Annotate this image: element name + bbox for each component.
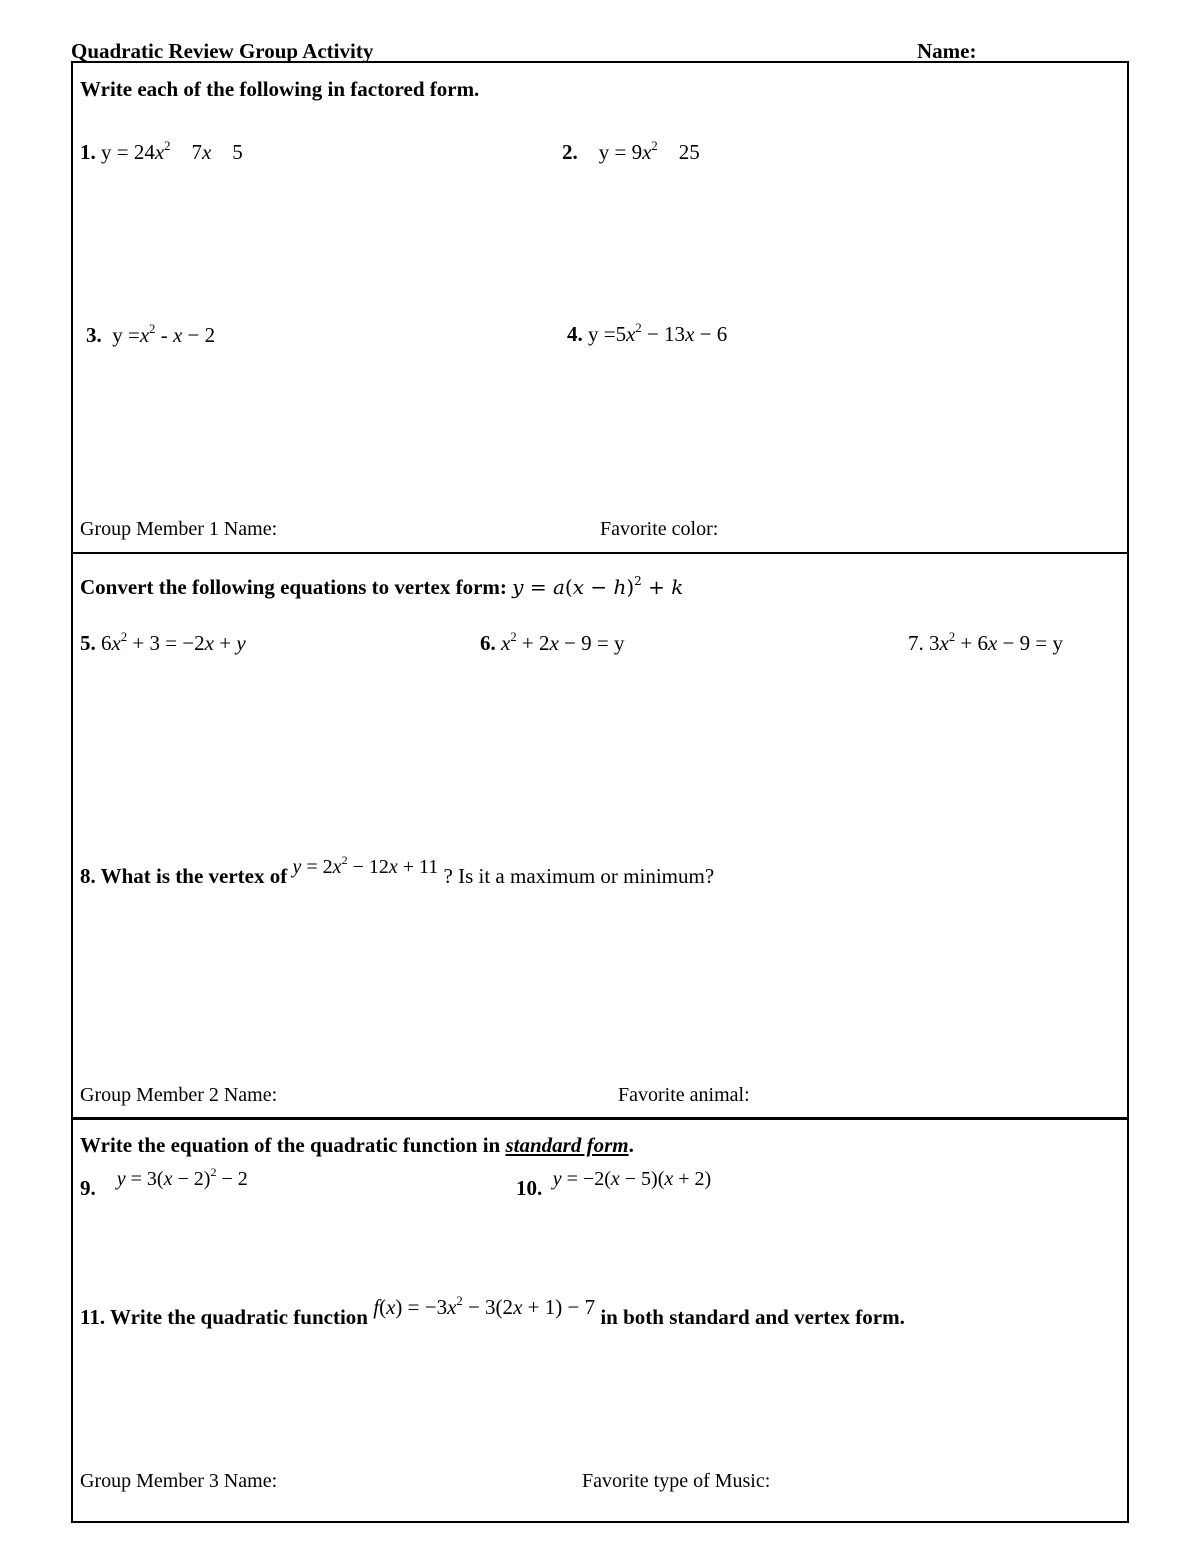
problem-equation: $9x^2$ 25 (631, 138, 700, 164)
problem-equation: $24x^2$ 7x 5 (133, 138, 243, 164)
problem-number: 5. (80, 631, 96, 655)
problem-lhs: y = (101, 140, 129, 164)
problem-equation: $5x^2 - 13x - 6$ (615, 320, 728, 346)
problem-question: ? Is it a maximum or minimum? (443, 864, 715, 888)
vertex-form-formula: $y = a(x - h)^2 + k$ (512, 574, 684, 599)
problem-6 (480, 631, 624, 656)
section2-instruction (80, 575, 683, 600)
problem-1 (80, 140, 243, 165)
problem-number: 6. (480, 631, 496, 655)
worksheet-title: Quadratic Review Group Activity (71, 39, 374, 63)
group-member-2-label: Group Member 2 Name: (80, 1084, 278, 1106)
problem-equation: $y = 3(x - 2)^2 - 2$ (116, 1165, 248, 1190)
problem-equation: $f(x) = -3x^2 - 3(2x + 1) - 7$ (373, 1293, 596, 1319)
problem-10 (516, 1166, 712, 1200)
problem-lhs: y = (112, 323, 140, 347)
problem-number: 9. (80, 1176, 96, 1200)
problem-equation: $y = 2x^2 - 12x + 11$ (292, 853, 439, 878)
problem-equation: $x^2 + 2x - 9 = y$ (501, 629, 625, 655)
group-member-1-label: Group Member 1 Name: (80, 518, 278, 540)
instruction-text: Convert the following equations to vertex form: (80, 575, 507, 599)
favorite-color-label: Favorite color: (600, 518, 719, 540)
problem-lhs: y = (588, 322, 616, 346)
name-label: Name: (917, 39, 977, 63)
group-member-3-label: Group Member 3 Name: (80, 1470, 278, 1492)
favorite-animal-label: Favorite animal: (618, 1084, 750, 1106)
problem-equation: $3x^2 + 6x - 9 = y$ (929, 629, 1063, 655)
favorite-music-label: Favorite type of Music: (582, 1470, 771, 1492)
problem-prompt: 8. What is the vertex of (80, 864, 288, 888)
problem-equation: y = −2(x − 5)(x + 2) (552, 1168, 712, 1190)
section3-instruction (80, 1133, 634, 1158)
problem-7 (908, 631, 1063, 656)
problem-number: 3. (86, 323, 102, 347)
standard-form-emphasis: standard form (505, 1133, 629, 1157)
problem-11 (80, 1293, 905, 1330)
problem-4 (567, 322, 727, 347)
problem-prompt: 11. Write the quadratic function (80, 1305, 368, 1329)
problem-lhs: y = (598, 140, 627, 164)
problem-instruction: in both standard and vertex form. (600, 1305, 905, 1329)
problem-8 (80, 853, 715, 889)
problem-number: 4. (567, 322, 583, 346)
problem-number: 10. (516, 1176, 543, 1200)
problem-number: 1. (80, 140, 96, 164)
instruction-period: . (628, 1133, 634, 1157)
instruction-text: Write the equation of the quadratic function in (80, 1133, 501, 1157)
problem-9 (80, 1165, 248, 1200)
section-factored-form (71, 61, 1129, 554)
problem-equation: $x^2 - x - 2$ (139, 321, 216, 347)
problem-2 (562, 140, 700, 165)
problem-number: 7. (908, 631, 924, 655)
problem-5 (80, 631, 246, 656)
problem-3 (86, 323, 215, 348)
section1-instruction: Write each of the following in factored form. (80, 77, 480, 101)
problem-number: 2. (562, 140, 578, 164)
problem-equation: $6x^2 + 3 = -2x + y$ (101, 629, 246, 655)
